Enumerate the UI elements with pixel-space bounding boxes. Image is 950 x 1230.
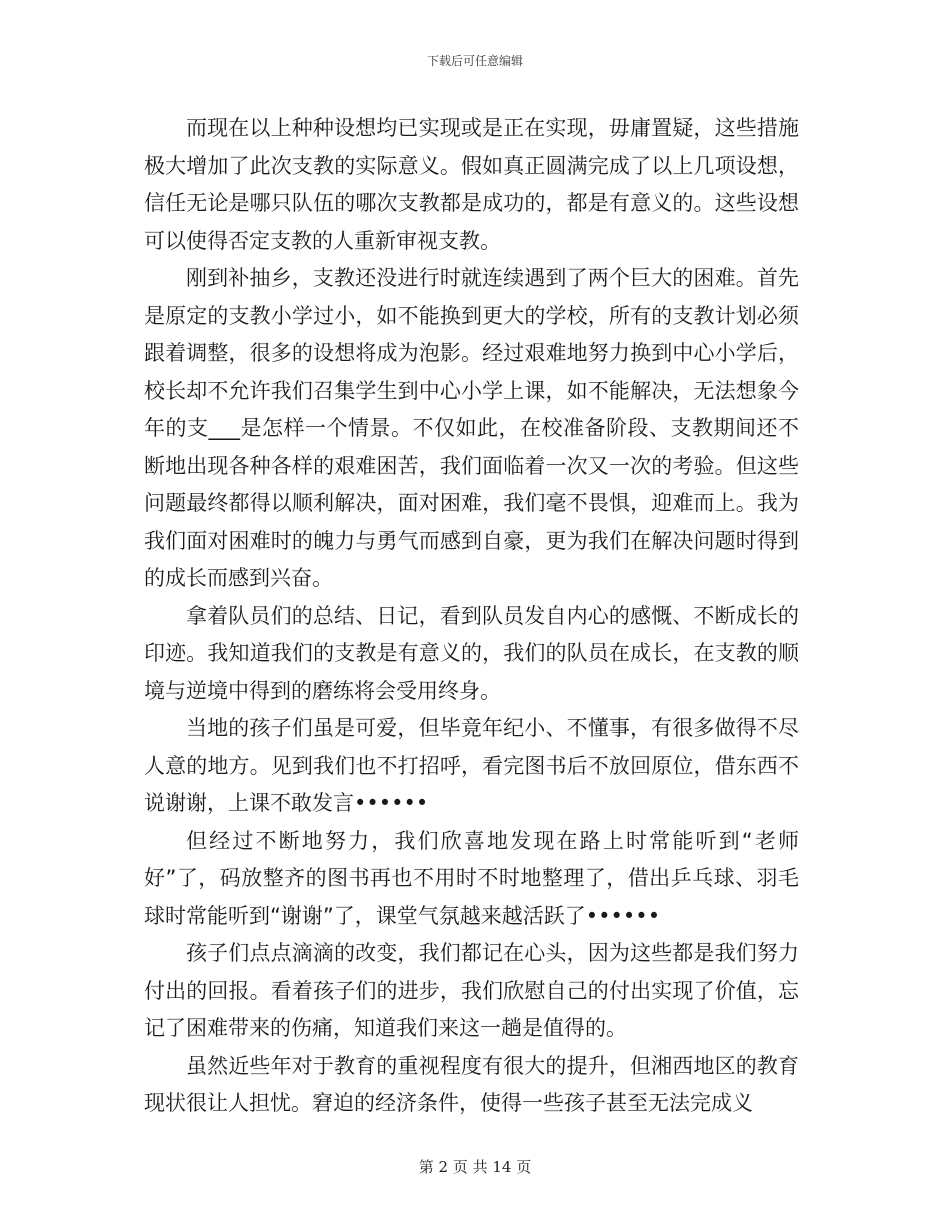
paragraph: 孩子们点点滴滴的改变，我们都记在心头，因为这些都是我们努力付出的回报。看着孩子们的进步，我们欣慰自己的付出实现了价值，忘记了困难带来的伤痛，知道我们来这一趟是值得的。 — [144, 941, 799, 1040]
paragraph: 虽然近些年对于教育的重视程度有很大的提升，但湘西地区的教育现状很让人担忧。窘迫的经济条件，使得一些孩子甚至无法完成义 — [144, 1053, 799, 1115]
paragraph: 而现在以上种种设想均已实现或是正在实现，毋庸置疑，这些措施极大增加了此次支教的实际意义。假如真正圆满完成了以上几项设想，信任无论是哪只队伍的哪次支教都是成功的，都是有意义的。这些设想可以使得否定支教的人重新审视支教。 — [144, 116, 799, 253]
paragraph: 当地的孩子们虽是可爱，但毕竟年纪小、不懂事，有很多做得不尽人意的地方。见到我们也不打招呼，看完图书后不放回原位，借东西不说谢谢，上课不敢发言•••••• — [144, 716, 799, 815]
page-footer: 第 2 页 共 14 页 — [418, 1158, 532, 1176]
paragraph: 但经过不断地努力，我们欣喜地发现在路上时常能听到“老师好”了，码放整齐的图书再也不用时不时地整理了，借出乒乓球、羽毛球时常能听到“谢谢”了，课堂气氛越来越活跃了•••••• — [144, 828, 799, 928]
paragraph: 拿着队员们的总结、日记，看到队员发自内心的感慨、不断成长的印迹。我知道我们的支教是有意义的，我们的队员在成长，在支教的顺境与逆境中得到的磨练将会受用终身。 — [144, 603, 799, 703]
body-text — [144, 110, 799, 1123]
page-header: 下载后可任意编辑 — [426, 54, 523, 68]
paragraph: 刚到补抽乡，支教还没进行时就连续遇到了两个巨大的困难。首先是原定的支教小学过小，如不能换到更大的学校，所有的支教计划必须跟着调整，很多的设想将成为泡影。经过艰难地努力换到中心小学后，校长却不允许我们召集学生到中心小学上课，如不能解决，无法想象今年的支___是怎样一个情景。不仅如此，在校准备阶段、支教期间还不断地出现各种各样的艰难困苦，我们面临着一次又一次的考验。但这些问题最终都得以顺利解决，面对困难，我们毫不畏惧，迎难而上。我为我们面对困难时的魄力与勇气而感到自豪，更为我们在解决问题时得到的成长而感到兴奋。 — [144, 266, 799, 590]
